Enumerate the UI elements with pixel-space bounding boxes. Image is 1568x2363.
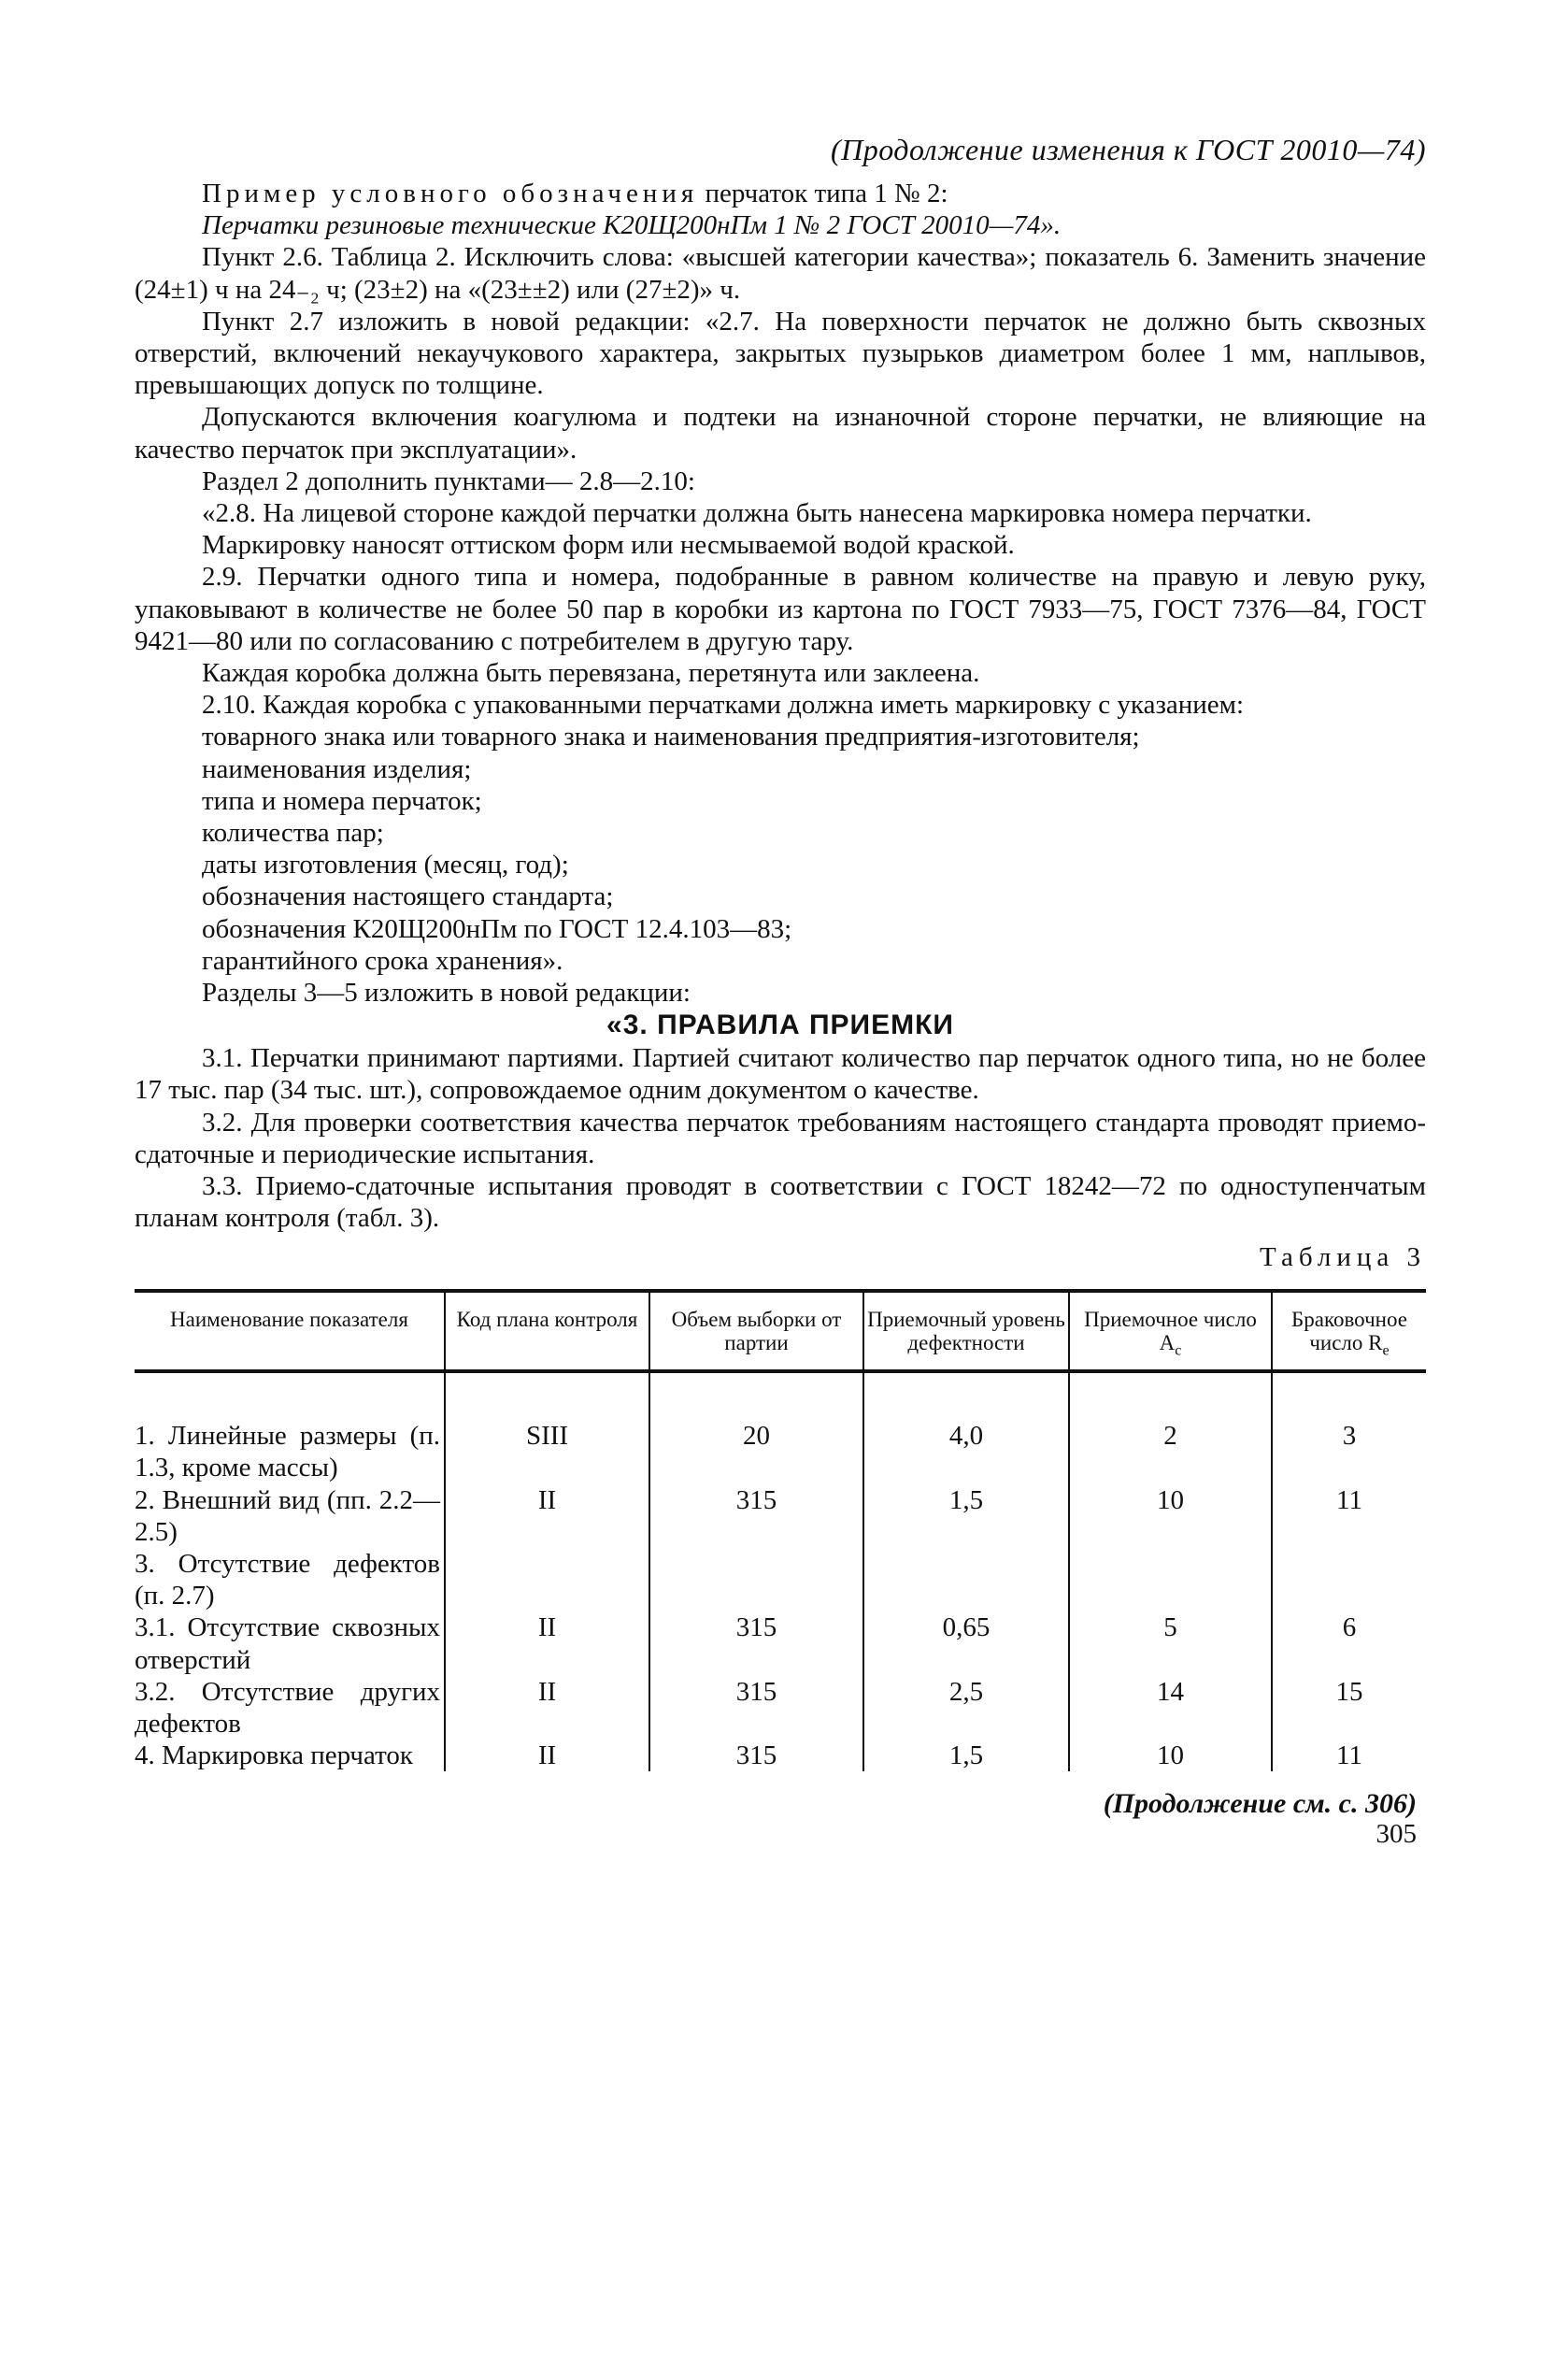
list-item: количества пар; xyxy=(202,818,384,849)
cell-name: 2. Внешний вид (пп. 2.2—2.5) xyxy=(135,1484,440,1547)
paragraph-3-1: 3.1. Перчатки принимают партиями. Партией считают количество пар перчаток одного типа, но не более 17 тыс. пар (34 тыс. шт.), сопровождаемое одним документом о качестве. xyxy=(135,1043,1426,1106)
cell-name: 3.1. Отсутствие сквозных отверстий xyxy=(135,1612,440,1675)
table-row xyxy=(135,1740,1426,1771)
paragraph-2-8: «2.8. На лицевой стороне каждой перчатки должна быть нанесена маркировка номера перчатки. xyxy=(202,498,1312,529)
spaced-lead-text: Пример условного обозначения xyxy=(202,179,699,208)
header-reject-sub: e xyxy=(1382,1342,1390,1359)
cell-reject: 6 xyxy=(1272,1611,1426,1675)
paragraph-trademark: товарного знака или товарного знака и наименования предприятия-изготовителя; xyxy=(202,722,1140,752)
cell-reject: 15 xyxy=(1272,1676,1426,1740)
cell-level: 0,65 xyxy=(863,1611,1069,1675)
cell-code: II xyxy=(445,1676,649,1740)
header-reject xyxy=(1272,1291,1426,1372)
list-item: обозначения К20Щ200нПм по ГОСТ 12.4.103—83; xyxy=(202,913,792,944)
paragraph-designation-example xyxy=(135,178,1426,209)
paragraph-sections-3-5: Разделы 3—5 изложить в новой редакции: xyxy=(202,978,691,1009)
header-sample: Объем выборки от партии xyxy=(649,1291,863,1372)
paragraph-designation-italic: Перчатки резиновые технические К20Щ200нПм 1 № 2 ГОСТ 20010—74». xyxy=(202,210,1062,241)
cell-level xyxy=(863,1548,1069,1611)
table-row xyxy=(135,1371,1426,1483)
header-level: Приемочный уровень дефектности xyxy=(863,1291,1069,1372)
header-accept-sub: c xyxy=(1175,1342,1182,1359)
cell-reject: 3 xyxy=(1272,1371,1426,1483)
cell-sample xyxy=(649,1548,863,1611)
cell-accept: 10 xyxy=(1069,1740,1272,1771)
header-accept-label: Приемочное число A xyxy=(1084,1307,1257,1354)
paragraph-2-6: Пункт 2.6. Таблица 2. Исключить слова: «высшей категории качества»; показатель 6. Заменить значение (24±1) ч на 24₋₂ ч; (23±2) на «(23±±2) или (27±2)» ч. xyxy=(135,242,1426,305)
paragraph-2-7: Пункт 2.7 изложить в новой редакции: «2.7. На поверхности перчаток не должно быть сквозных отверстий, включений некаучукового характера, закрытых пузырьков диаметром более 1 мм, наплывов, превышающих допуск по толщине. xyxy=(135,306,1426,401)
paragraph-2-10: 2.10. Каждая коробка с упакованными перчатками должна иметь маркировку с указанием: xyxy=(202,690,1245,721)
cell-code: II xyxy=(445,1484,649,1548)
cell-name: 3. Отсутствие дефектов (п. 2.7) xyxy=(135,1548,440,1611)
table-caption: Таблица 3 xyxy=(1259,1241,1426,1272)
paragraph-marking-method: Маркировку наносят оттиском форм или несмываемой водой краской. xyxy=(202,530,1015,561)
cell-name: 3.2. Отсутствие других дефектов xyxy=(135,1676,440,1739)
page-number: 305 xyxy=(1376,1819,1417,1850)
header-name: Наименование показателя xyxy=(170,1307,408,1331)
cell-accept: 2 xyxy=(1069,1371,1272,1483)
cell-code: II xyxy=(445,1611,649,1675)
cell-sample: 315 xyxy=(649,1484,863,1548)
paragraph-2-9: 2.9. Перчатки одного типа и номера, подобранные в равном количестве на правую и левую руку, упаковывают в количестве не более 50 пар в коробки из картона по ГОСТ 7933—75, ГОСТ 7376—84, ГОСТ 9421—80 или по согласованию с потребителем в другую тару. xyxy=(135,562,1426,656)
lead-rest-text: перчаток типа 1 № 2: xyxy=(698,179,948,208)
table-header-row xyxy=(135,1291,1426,1372)
paragraph-box-sealing: Каждая коробка должна быть перевязана, перетянута или заклеена. xyxy=(202,658,980,689)
table-row xyxy=(135,1611,1426,1675)
cell-reject: 11 xyxy=(1272,1484,1426,1548)
list-item: даты изготовления (месяц, год); xyxy=(202,850,569,881)
list-item: гарантийного срока хранения». xyxy=(202,945,563,976)
list-item: обозначения настоящего стандарта; xyxy=(202,881,614,912)
cell-sample: 315 xyxy=(649,1676,863,1740)
cell-accept: 5 xyxy=(1069,1611,1272,1675)
cell-accept: 14 xyxy=(1069,1676,1272,1740)
paragraph-3-2: 3.2. Для проверки соответствия качества перчаток требованиям настоящего стандарта проводят приемо-сдаточные и периодические испытания. xyxy=(135,1107,1426,1169)
header-reject-label: Браковочное число R xyxy=(1291,1307,1407,1354)
cell-accept: 10 xyxy=(1069,1484,1272,1548)
continued-note: (Продолжение см. с. 306) xyxy=(1103,1788,1417,1820)
cell-level: 2,5 xyxy=(863,1676,1069,1740)
header-accept xyxy=(1069,1291,1272,1372)
table-row xyxy=(135,1484,1426,1548)
cell-level: 1,5 xyxy=(863,1740,1069,1771)
paragraph-inclusions: Допускаются включения коагулюма и подтеки на изнаночной стороне перчатки, не влияющие на качество перчаток при эксплуатации». xyxy=(135,402,1426,465)
list-item: типа и номера перчаток; xyxy=(202,785,482,816)
running-header: (Продолжение изменения к ГОСТ 20010—74) xyxy=(830,133,1426,166)
list-item: наименования изделия; xyxy=(202,753,472,784)
cell-accept xyxy=(1069,1548,1272,1611)
cell-sample: 20 xyxy=(649,1371,863,1483)
table-row xyxy=(135,1676,1426,1740)
cell-sample: 315 xyxy=(649,1740,863,1771)
cell-sample: 315 xyxy=(649,1611,863,1675)
section-title: «3. ПРАВИЛА ПРИЕМКИ xyxy=(606,1010,954,1041)
cell-reject: 11 xyxy=(1272,1740,1426,1771)
marking-list xyxy=(135,753,1426,977)
table-row xyxy=(135,1548,1426,1611)
cell-level: 4,0 xyxy=(863,1371,1069,1483)
cell-level: 1,5 xyxy=(863,1484,1069,1548)
header-code: Код плана контроля xyxy=(445,1291,649,1372)
document-page xyxy=(135,131,1426,1848)
paragraph-3-3: 3.3. Приемо-сдаточные испытания проводят в соответствии с ГОСТ 18242—72 по одноступенчатым планам контроля (табл. 3). xyxy=(135,1171,1426,1234)
cell-code: SIII xyxy=(445,1371,649,1483)
cell-code xyxy=(445,1548,649,1611)
cell-name: 1. Линейные размеры (п. 1.3, кроме массы) xyxy=(135,1421,440,1483)
acceptance-table xyxy=(135,1289,1426,1772)
cell-name: 4. Маркировка перчаток xyxy=(135,1740,413,1771)
paragraph-section2-add: Раздел 2 дополнить пунктами— 2.8—2.10: xyxy=(202,465,695,496)
cell-reject xyxy=(1272,1548,1426,1611)
cell-code: II xyxy=(445,1740,649,1771)
